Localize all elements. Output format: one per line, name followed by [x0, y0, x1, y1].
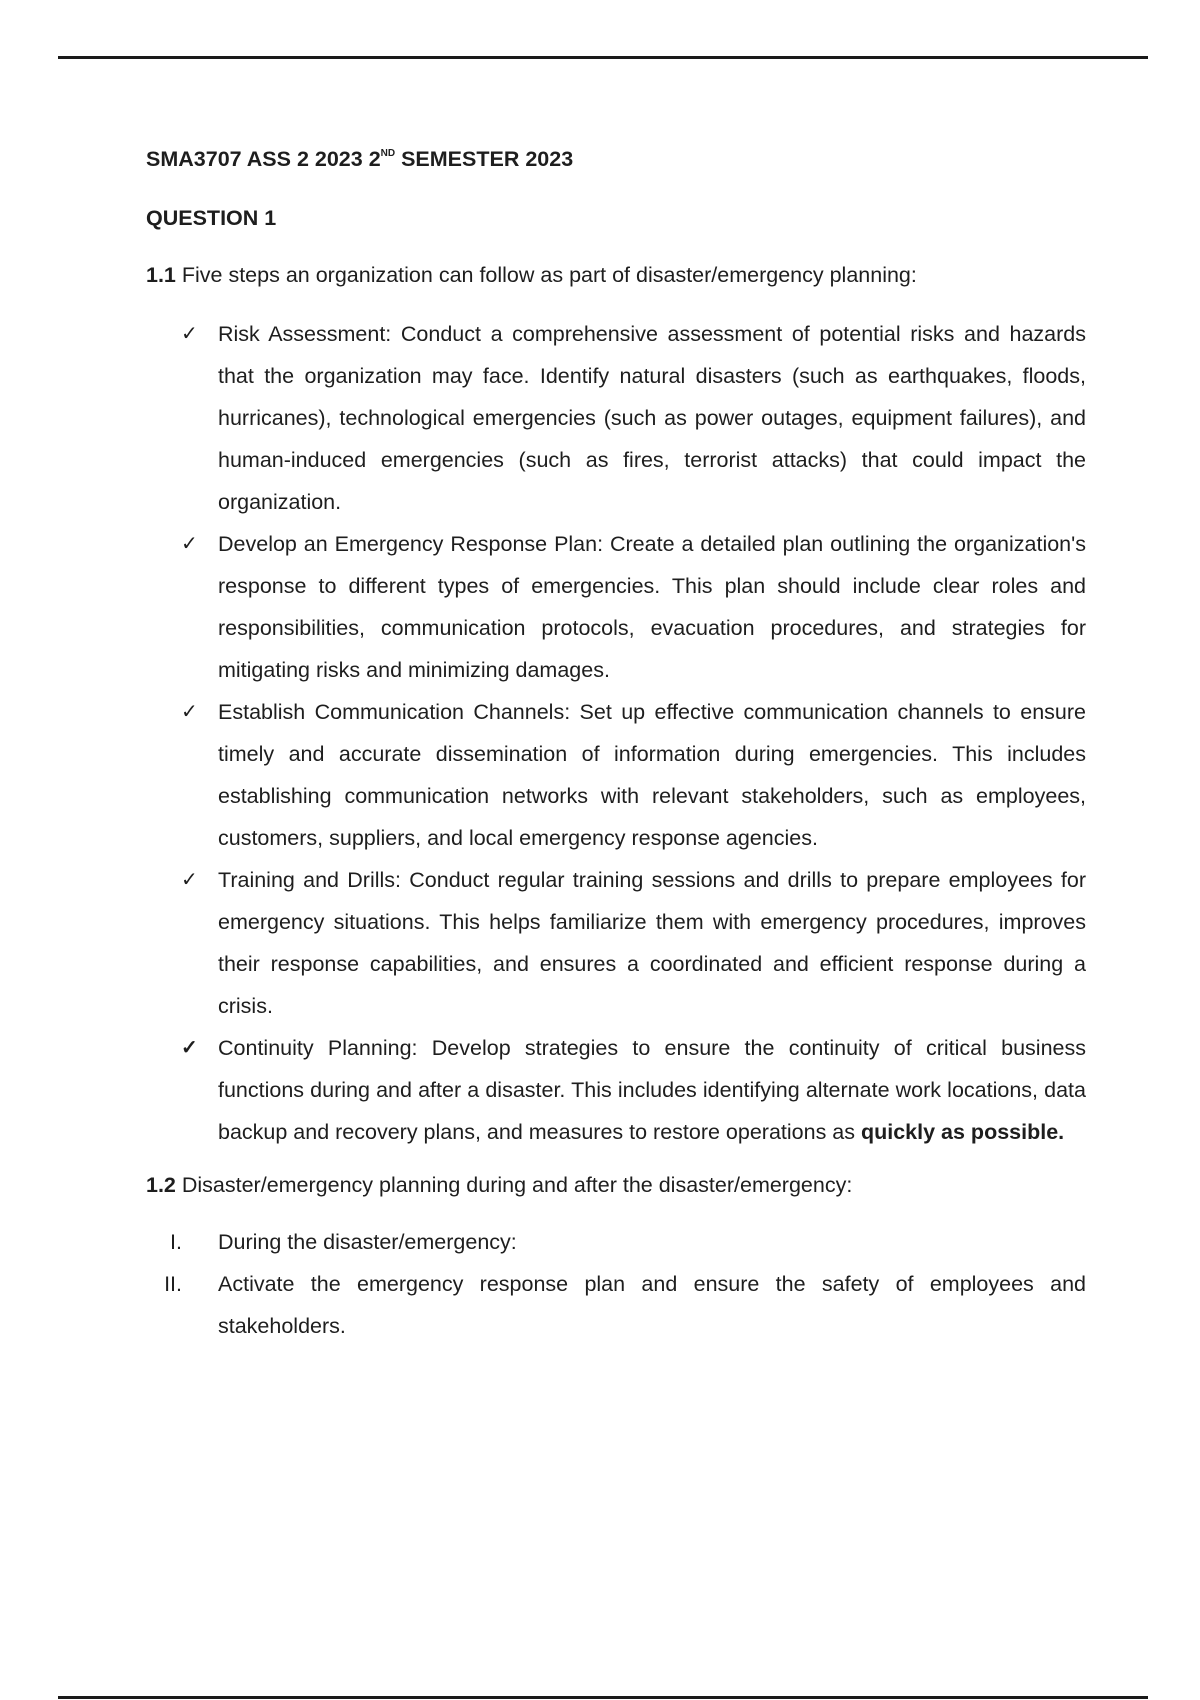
- document-title: [146, 138, 1086, 180]
- list-item-text: During the disaster/emergency:: [218, 1230, 517, 1254]
- list-item: [146, 523, 1086, 691]
- list-item: [146, 859, 1086, 1027]
- list-item-text: Risk Assessment: Conduct a comprehensive assessment of potential risks and hazards that the organization may face. Identify natural disasters (such as earthquakes, floods, hurricanes), technological emergencies (such as power outages, equipment failures), and human-induced emergencies (such as fires, terrorist attacks) that could impact the organization.: [218, 322, 1086, 514]
- section-1-2-intro: [146, 1164, 1086, 1206]
- check-icon: ✓: [181, 701, 198, 723]
- during-after-list: [146, 1221, 1086, 1347]
- list-item-text: Activate the emergency response plan and ensure the safety of employees and stakeholders.: [218, 1272, 1086, 1338]
- list-item-text: Continuity Planning: Develop strategies to ensure the continuity of critical business functions during and after a disaster. This includes identifying alternate work locations, data backup and recovery plans, and measures to restore operations as: [218, 1036, 1086, 1144]
- check-icon: ✓: [181, 533, 198, 555]
- check-icon: ✓: [181, 869, 198, 891]
- check-icon: ✓: [181, 1037, 198, 1059]
- list-item-text: Establish Communication Channels: Set up effective communication channels to ensure timely and accurate dissemination of information during emergencies. This includes establishing communication networks with relevant stakeholders, such as employees, customers, suppliers, and local emergency response agencies.: [218, 700, 1086, 850]
- section-1-1-intro: [146, 254, 1086, 296]
- document-body: [146, 138, 1086, 1347]
- title-text: SMA3707 ASS 2 2023 2: [146, 147, 381, 171]
- list-item: [146, 313, 1086, 523]
- section-text: Disaster/emergency planning during and after the disaster/emergency:: [175, 1173, 853, 1197]
- title-suffix: SEMESTER 2023: [395, 147, 574, 171]
- section-number: 1.1: [146, 263, 176, 287]
- check-icon: ✓: [181, 323, 198, 345]
- list-numeral: I.: [170, 1230, 182, 1254]
- section-number: 1.2: [146, 1173, 176, 1197]
- question-heading: QUESTION 1: [146, 206, 277, 230]
- list-item: [146, 1027, 1086, 1153]
- list-item-text: Training and Drills: Conduct regular training sessions and drills to prepare employees for emergency situations. This helps familiarize them with emergency procedures, improves their response capabilities, and ensures a coordinated and efficient response during a crisis.: [218, 868, 1086, 1018]
- header-rule: [58, 56, 1148, 59]
- list-item-text: Develop an Emergency Response Plan: Create a detailed plan outlining the organization's response to different types of emergencies. This plan should include clear roles and responsibilities, communication protocols, evacuation procedures, and strategies for mitigating risks and minimizing damages.: [218, 532, 1086, 682]
- list-item: [146, 1221, 1086, 1263]
- title-superscript: ND: [380, 147, 396, 159]
- list-item-bold-text: quickly as possible.: [860, 1120, 1065, 1144]
- list-item: [146, 691, 1086, 859]
- footer-rule: [58, 1696, 1148, 1699]
- list-item: [146, 1263, 1086, 1347]
- planning-steps-list: [146, 313, 1086, 1153]
- section-text: Five steps an organization can follow as part of disaster/emergency planning:: [175, 263, 917, 287]
- list-numeral: II.: [164, 1272, 182, 1296]
